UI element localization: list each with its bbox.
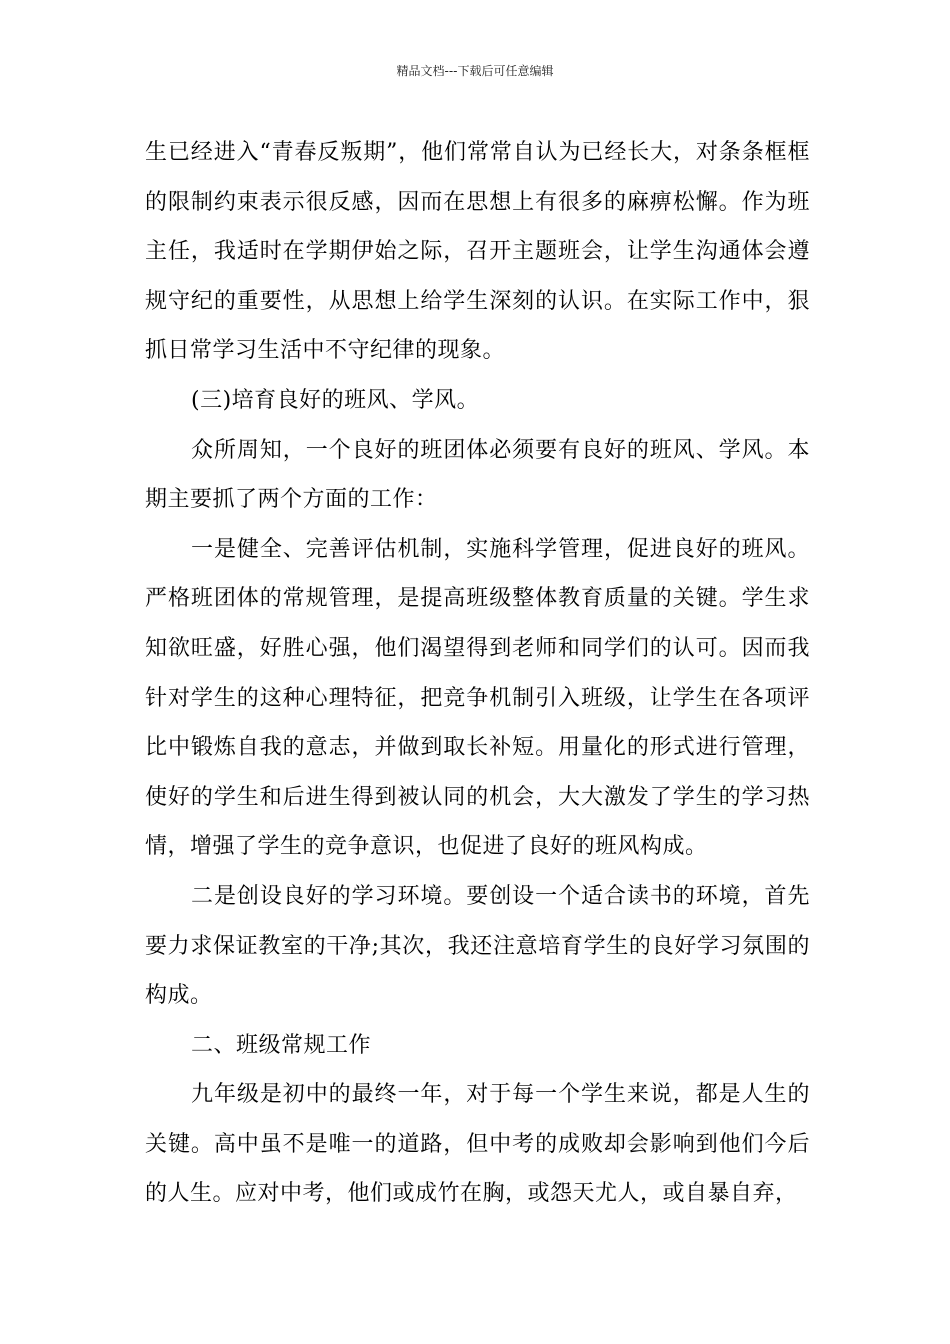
paragraph-continuation: 生已经进入“青春反叛期”，他们常常自认为已经长大，对条条框框的限制约束表示很反感，因而在思想上有很多的麻痹松懈。作为班主任，我适时在学期伊始之际，召开主题班会，让学生沟通体会遵规守纪的重要性，从思想上给学生深刻的认识。在实际工作中，狠抓日常学习生活中不守纪律的现象。 bbox=[145, 140, 810, 364]
section-heading-routine-work: 二、班级常规工作 bbox=[191, 1032, 372, 1058]
document-body bbox=[145, 128, 810, 1219]
paragraph-first-point: 一是健全、完善评估机制，实施科学管理，促进良好的班风。严格班团体的常规管理，是提高班级整体教育质量的关键。学生求知欲旺盛，好胜心强，他们渴望得到老师和同学们的认可。因而我针对学生的这种心理特征，把竞争机制引入班级，让学生在各项评比中锻炼自我的意志，并做到取长补短。用量化的形式进行管理，使好的学生和后进生得到被认同的机会，大大激发了学生的学习热情，增强了学生的竞争意识，也促进了良好的班风构成。 bbox=[145, 536, 810, 860]
paragraph-second-point: 二是创设良好的学习环境。要创设一个适合读书的环境，首先要力求保证教室的干净;其次，我还注意培育学生的良好学习氛围的构成。 bbox=[145, 883, 810, 1009]
paragraph-grade-nine: 九年级是初中的最终一年，对于每一个学生来说，都是人生的关键。高中虽不是唯一的道路，但中考的成败却会影响到他们今后的人生。应对中考，他们或成竹在胸，或怨天尤人，或自暴自弃， bbox=[145, 1082, 810, 1207]
section-heading-class-style: (三)培育良好的班风、学风。 bbox=[191, 387, 480, 413]
page-header: 精品文档---下载后可任意编辑 bbox=[396, 64, 554, 78]
paragraph-intro: 众所周知，一个良好的班团体必须要有良好的班风、学风。本期主要抓了两个方面的工作： bbox=[145, 437, 810, 513]
